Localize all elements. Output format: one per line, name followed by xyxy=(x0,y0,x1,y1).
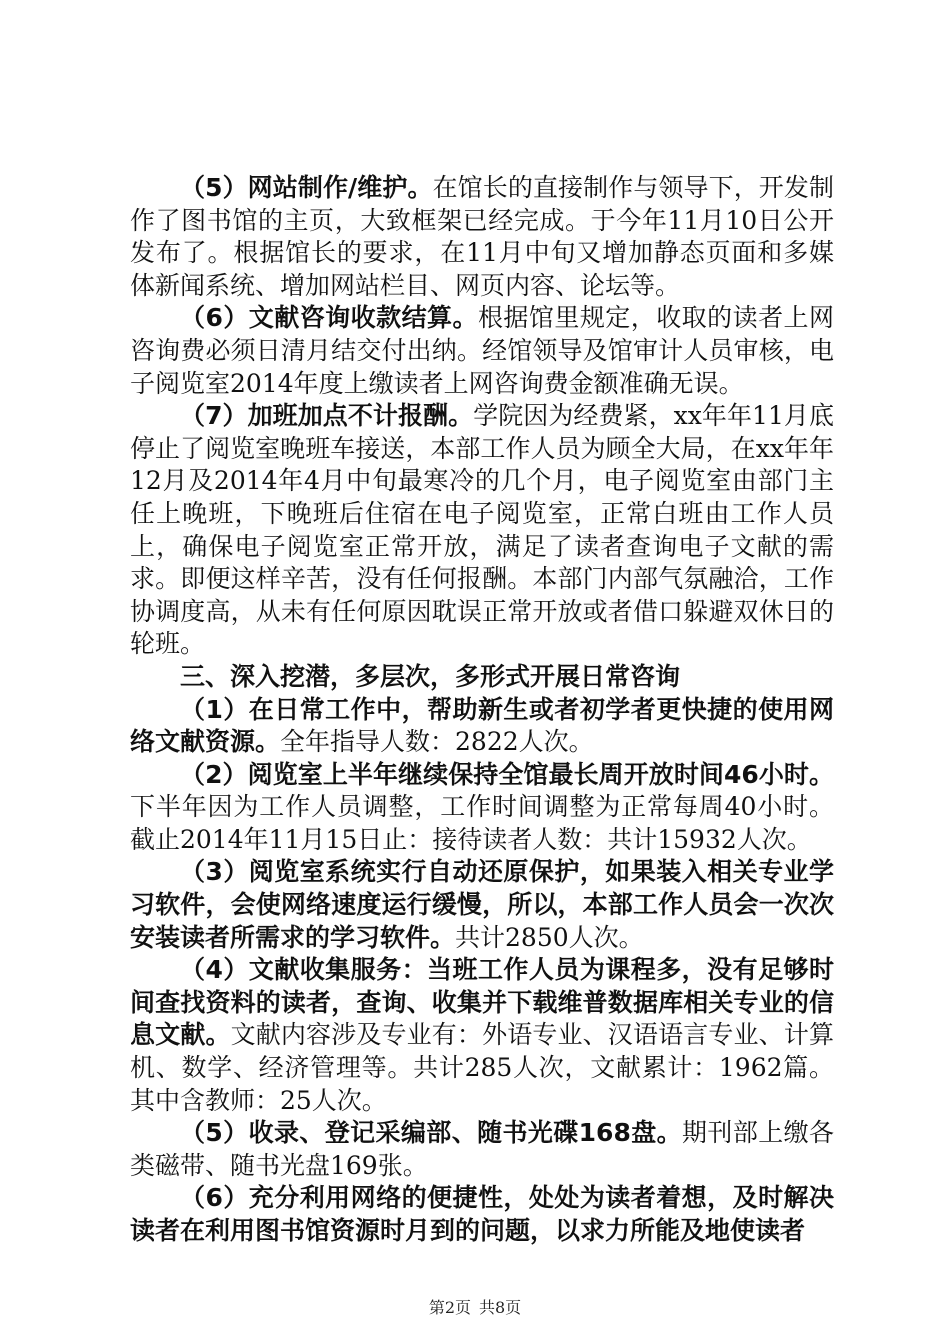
section-heading: 三、深入挖潜，多层次，多形式开展日常咨询 xyxy=(180,661,681,691)
paragraph-4: （1）在日常工作中，帮助新生或者初学者更快捷的使用网络文献资源。全年指导人数：2822人次。 xyxy=(130,694,834,757)
paragraph-7: （4）文献收集服务：当班工作人员为课程多，没有足够时间查找资料的读者，查询、收集并下载维普数据库相关专业的信息文献。文献内容涉及专业有：外语专业、汉语语言专业、计算机、数学、经济管理等。共计285人次，文献累计：1962篇。其中含教师：25人次。 xyxy=(130,955,834,1115)
paragraph-6: （3）阅览室系统实行自动还原保护，如果装入相关专业学习软件，会使网络速度运行缓慢，所以，本部工作人员会一次次安装读者所需求的学习软件。共计2850人次。 xyxy=(130,857,834,952)
document-body xyxy=(130,172,834,1248)
page-total: 共8页 xyxy=(479,1298,522,1317)
paragraph-5: （2）阅览室上半年继续保持全馆最长周开放时间46小时。下半年因为工作人员调整，工作时间调整为正常每周40小时。截止2014年11月15日止：接待读者人数：共计15932人次。 xyxy=(130,759,834,854)
paragraph-9: （6）充分利用网络的便捷性，处处为读者着想，及时解决读者在利用图书馆资源时月到的问题，以求力所能及地使读者 xyxy=(130,1183,834,1245)
page-footer xyxy=(0,1295,950,1318)
page-number: 第2页 xyxy=(428,1298,471,1317)
paragraph-1: （5）网站制作/维护。在馆长的直接制作与领导下，开发制作了图书馆的主页，大致框架已经完成。于今年11月10日公开发布了。根据馆长的要求，在11月中旬又增加静态页面和多媒体新闻系统、增加网站栏目、网页内容、论坛等。 xyxy=(130,173,834,300)
paragraph-3: （7）加班加点不计报酬。学院因为经费紧，xx年年11月底停止了阅览室晚班车接送，本部工作人员为顾全大局，在xx年年12月及2014年4月中旬最寒冷的几个月，电子阅览室由部门主任上晚班，下晚班后住宿在电子阅览室，正常白班由工作人员上，确保电子阅览室正常开放，满足了读者查询电子文献的需求。即便这样辛苦，没有任何报酬。本部门内部气氛融洽，工作协调度高，从未有任何原因耽误正常开放或者借口躲避双休日的轮班。 xyxy=(130,401,834,659)
paragraph-2: （6）文献咨询收款结算。根据馆里规定，收取的读者上网咨询费必须日清月结交付出纳。经馆领导及馆审计人员审核，电子阅览室2014年度上缴读者上网咨询费金额准确无误。 xyxy=(130,303,834,398)
paragraph-8: （5）收录、登记采编部、随书光碟168盘。期刊部上缴各类磁带、随书光盘169张。 xyxy=(130,1118,834,1180)
